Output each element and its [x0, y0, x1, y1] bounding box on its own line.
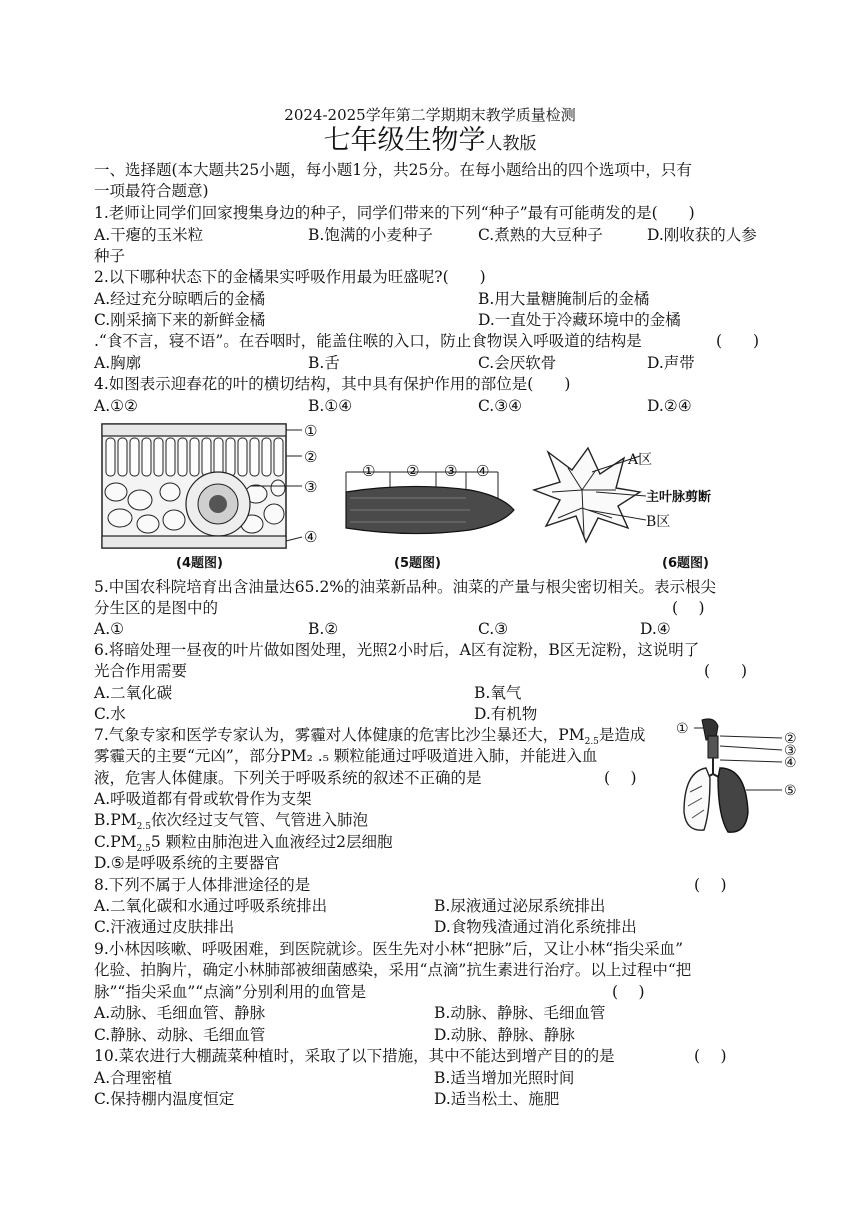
respiratory-system-drawing — [676, 716, 826, 840]
q7-answer-paren: ( ) — [604, 769, 637, 787]
q10-option-a: A.合理密植 — [94, 1069, 173, 1087]
q7-option-d: D.⑤是呼吸系统的主要器官 — [94, 854, 280, 872]
q7-option-b-pre: B.PM — [94, 811, 137, 829]
leaf-label-b: B区 — [646, 514, 671, 530]
root-label-4: ④ — [476, 462, 490, 480]
q9-answer-paren: ( ) — [612, 983, 645, 1001]
q2-stem: 2.以下哪种状态下的金橘果实呼吸作用最为旺盛呢?( ) — [94, 268, 486, 286]
leaf-label-1: ① — [304, 422, 318, 440]
leaf-label-3: ③ — [304, 478, 318, 496]
q6-stem: 6.将暗处理一昼夜的叶片做如图处理，光照2小时后，A区有淀粉，B区无淀粉，这说明了 — [94, 641, 700, 659]
q1-option-a: A.干瘪的玉米粒 — [94, 226, 204, 244]
respiratory-system-figure — [676, 716, 826, 840]
fig4-caption: (4题图) — [176, 556, 223, 571]
root-label-3: ③ — [444, 462, 458, 480]
q9-stem-cont: 化验、拍胸片，确定小林肺部被细菌感染，采用“点滴”抗生素进行治疗。以上过程中“把 — [94, 961, 692, 979]
q9-stem-cont2: 脉”“指尖采血”“点滴”分别利用的血管是 — [94, 983, 367, 1001]
q7-option-c-sub: 2.5 — [136, 844, 151, 855]
q7-stem-part1: 7.气象专家和医学专家认为，雾霾对人体健康的危害比沙尘暴还大，PM — [94, 726, 585, 744]
q7-stem-part2: 是造成 — [598, 726, 646, 744]
q10-option-b: B.适当增加光照时间 — [434, 1069, 575, 1087]
q9-option-c: C.静脉、动脉、毛细血管 — [94, 1026, 266, 1044]
q3-option-b: B.舌 — [308, 354, 340, 372]
q4-option-c: C.③④ — [478, 397, 523, 415]
q7-option-a: A.呼吸道都有骨或软骨作为支架 — [94, 790, 312, 808]
subject-title — [0, 124, 860, 161]
q6-option-b: B.氧气 — [474, 684, 522, 702]
q1-option-c: C.煮熟的大豆种子 — [478, 226, 603, 244]
leaf-label-4: ④ — [304, 528, 318, 546]
q8-option-d: D.食物残渣通过消化系统排出 — [434, 918, 637, 936]
q8-option-b: B.尿液通过泌尿系统排出 — [434, 897, 606, 915]
q6-option-c: C.水 — [94, 705, 126, 723]
q5-stem: 5.中国农科院培育出含油量达65.2%的油菜新品种。油菜的产量与根尖密切相关。表示根尖 — [94, 578, 717, 596]
root-tip-figure — [340, 458, 520, 548]
q5-option-b: B.② — [308, 620, 339, 638]
q5-option-d: D.④ — [640, 620, 671, 638]
q8-stem: 8.下列不属于人体排泄途径的是 — [94, 876, 311, 894]
q10-answer-paren: ( ) — [694, 1047, 727, 1065]
q6-stem-cont: 光合作用需要 — [94, 662, 188, 680]
q8-option-c: C.汗液通过皮肤排出 — [94, 918, 235, 936]
q4-option-a: A.①② — [94, 397, 138, 415]
resp-label-1: ① — [676, 721, 689, 737]
edition-label: 人教版 — [485, 134, 537, 154]
q2-option-b: B.用大量糖腌制后的金橘 — [478, 290, 650, 308]
q7-stem-sub: 2.5 — [584, 737, 599, 748]
exam-title: 2024-2025学年第二学期期末教学质量检测 — [284, 106, 576, 124]
q10-option-d: D.适当松土、施肥 — [434, 1090, 560, 1108]
q3-stem: .“食不言，寝不语”。在吞咽时，能盖住喉的入口，防止食物误入呼吸道的结构是 — [94, 332, 642, 350]
q4-option-d: D.②④ — [647, 397, 692, 415]
root-tip-drawing — [340, 458, 520, 548]
subject-name: 七年级生物学 — [323, 125, 486, 156]
q6-option-d: D.有机物 — [474, 705, 538, 723]
q9-option-b: B.动脉、静脉、毛细血管 — [434, 1004, 606, 1022]
resp-label-5: ⑤ — [784, 783, 797, 799]
q9-option-d: D.动脉、静脉、静脉 — [434, 1026, 575, 1044]
q7-stem-cont2: 液，危害人体健康。下列关于呼吸系统的叙述不正确的是 — [94, 769, 482, 787]
resp-label-2: ② — [784, 731, 797, 747]
q7-option-b-post: 依次经过支气管、气管进入肺泡 — [150, 811, 368, 829]
q9-option-a: A.动脉、毛细血管、静脉 — [94, 1004, 266, 1022]
q1-stem: 1.老师让同学们回家搜集身边的种子，同学们带来的下列“种子”最有可能萌发的是( ) — [94, 204, 695, 222]
q4-option-b: B.①④ — [308, 397, 353, 415]
q1-option-d: D.刚收获的人参 — [647, 226, 757, 244]
q1-option-d-cont: 种子 — [94, 247, 126, 265]
q3-option-c: C.会厌软骨 — [478, 354, 557, 372]
q5-stem-cont: 分生区的是图中的 — [94, 599, 219, 617]
q1-option-b: B.饱满的小麦种子 — [308, 226, 433, 244]
q7-option-c-post: 5 颗粒由肺泡进入血液经过2层细胞 — [150, 833, 393, 851]
q7-option-c-pre: C.PM — [94, 833, 137, 851]
q8-option-a: A.二氧化碳和水通过呼吸系统排出 — [94, 897, 328, 915]
fig6-caption: (6题图) — [662, 556, 709, 571]
q5-answer-paren: ( ) — [672, 599, 705, 617]
leaf-label-cut: 主叶脉剪断 — [646, 490, 712, 505]
leaf-label-a: A区 — [628, 452, 653, 468]
q5-option-a: A.① — [94, 620, 125, 638]
resp-label-4: ④ — [784, 755, 797, 771]
q8-answer-paren: ( ) — [694, 876, 727, 894]
q3-answer-paren: ( ) — [716, 332, 760, 350]
section-heading: 一、选择题(本大题共25小题，每小题1分，共25分。在每小题给出的四个选项中，只有 — [94, 161, 692, 179]
q10-option-c: C.保持棚内温度恒定 — [94, 1090, 235, 1108]
q9-stem: 9.小林因咳嗽、呼吸困难，到医院就诊。医生先对小林“把脉”后，又让小林“指尖采血” — [94, 940, 683, 958]
q3-option-d: D.声带 — [647, 354, 695, 372]
q4-stem: 4.如图表示迎春花的叶的横切结构，其中具有保护作用的部位是( ) — [94, 375, 571, 393]
q10-stem: 10.菜农进行大棚蔬菜种植时，采取了以下措施，其中不能达到增产目的的是 — [94, 1047, 615, 1065]
q2-option-c: C.刚采摘下来的新鲜金橘 — [94, 311, 266, 329]
q6-answer-paren: ( ) — [704, 662, 748, 680]
q7-stem-cont: 雾霾天的主要“元凶”，部分PM₂ .₅ 颗粒能通过呼吸道进入肺，并能进入血 — [94, 747, 598, 765]
resp-label-3: ③ — [784, 743, 797, 759]
q6-option-a: A.二氧化碳 — [94, 684, 173, 702]
q2-option-a: A.经过充分晾晒后的金橘 — [94, 290, 266, 308]
q5-option-c: C.③ — [478, 620, 509, 638]
q3-option-a: A.胸廓 — [94, 354, 142, 372]
q7-option-b-sub: 2.5 — [136, 822, 151, 833]
leaf-label-2: ② — [304, 448, 318, 466]
root-label-1: ① — [362, 462, 376, 480]
q2-option-d: D.一直处于冷藏环境中的金橘 — [478, 311, 681, 329]
leaf-cross-section-drawing — [96, 420, 328, 572]
leaf-cross-section-figure — [96, 420, 328, 572]
root-label-2: ② — [406, 462, 420, 480]
section-heading-cont: 一项最符合题意) — [94, 182, 209, 200]
fig5-caption: (5题图) — [394, 556, 441, 571]
